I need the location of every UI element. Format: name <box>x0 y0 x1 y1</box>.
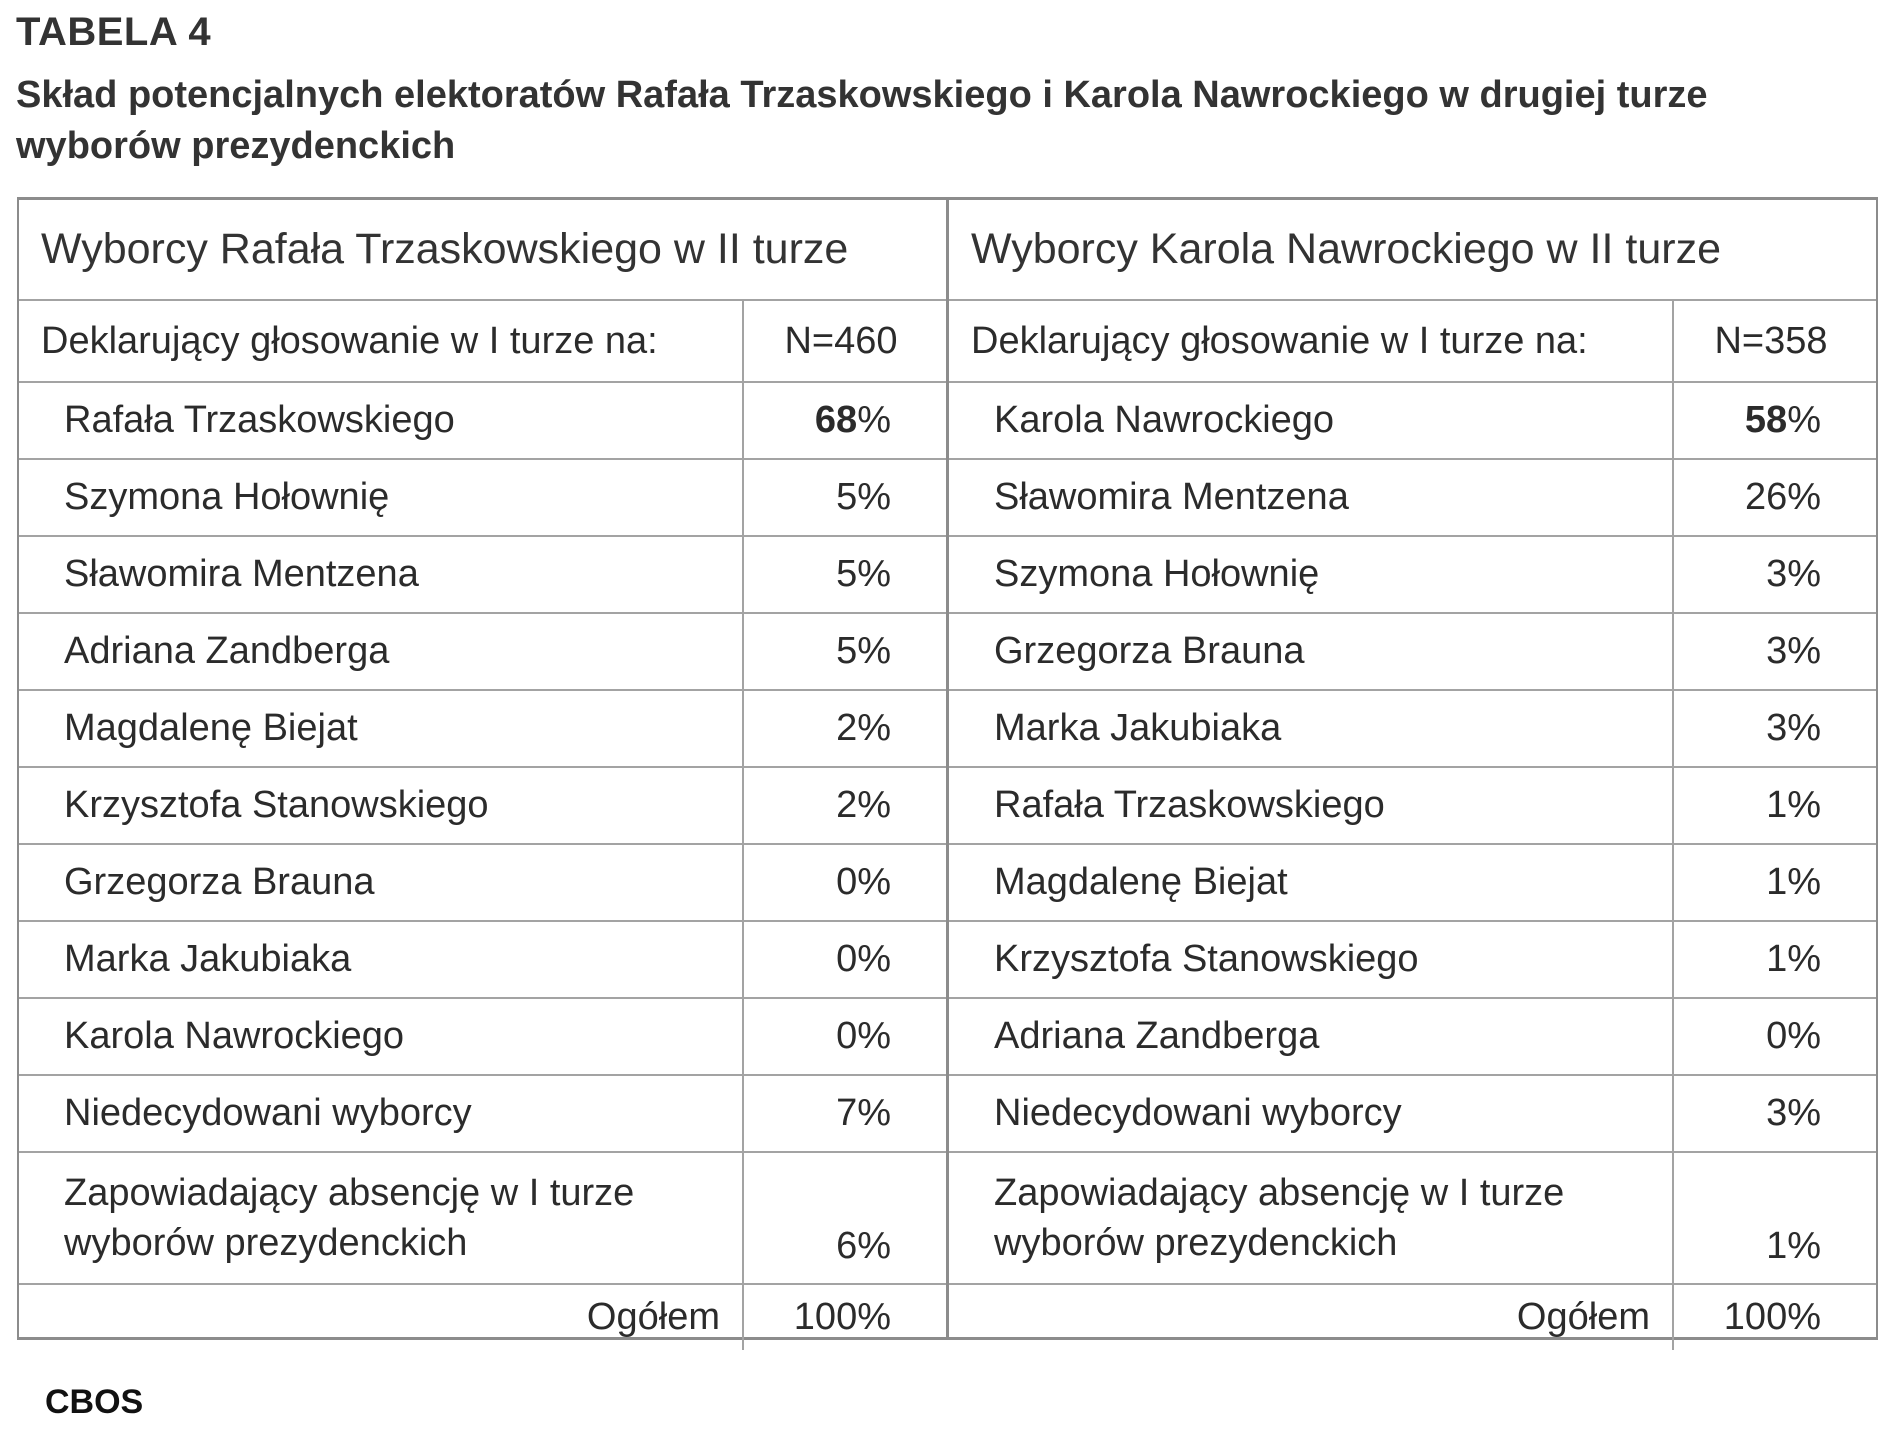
tables-container <box>17 197 1878 1340</box>
candidate-share: 3% <box>1673 690 1876 767</box>
candidate-share: 5% <box>743 459 946 536</box>
absence-label-line2: wyborów prezydenckich <box>994 1222 1398 1264</box>
table-title: Skład potencjalnych elektoratów Rafała Trzaskowskiego i Karola Nawrockiego w drugiej turze wyborów prezydenckich <box>16 74 1708 167</box>
subheader-label: Deklarujący głosowanie w I turze na: <box>19 300 743 382</box>
trzaskowski-voters-panel <box>19 200 949 1337</box>
candidate-share <box>1673 382 1876 459</box>
candidate-share: 1% <box>1673 844 1876 921</box>
nawrocki-voters-table <box>949 200 1876 1350</box>
candidate-name: Karola Nawrockiego <box>19 998 743 1075</box>
total-share: 100% <box>1723 1296 1821 1338</box>
table-row <box>19 536 946 613</box>
candidate-share: 0% <box>743 921 946 998</box>
table-row <box>19 921 946 998</box>
candidate-share: 1% <box>1673 921 1876 998</box>
candidate-name: Rafała Trzaskowskiego <box>19 382 743 459</box>
total-share: 100% <box>793 1296 891 1338</box>
share-number-bold: 58 <box>1744 399 1788 441</box>
panel-header-row <box>949 200 1876 300</box>
candidate-share: 2% <box>743 767 946 844</box>
candidate-share: 0% <box>1673 998 1876 1075</box>
candidate-name: Niedecydowani wyborcy <box>949 1075 1673 1152</box>
candidate-name: Szymona Hołownię <box>19 459 743 536</box>
candidate-share: 0% <box>743 998 946 1075</box>
candidate-name: Szymona Hołownię <box>949 536 1673 613</box>
table-row <box>19 459 946 536</box>
candidate-name: Marka Jakubiaka <box>19 921 743 998</box>
candidate-share: 2% <box>743 690 946 767</box>
table-row <box>19 1075 946 1152</box>
share-number-bold: 68 <box>814 399 858 441</box>
sample-size: N=358 <box>1673 300 1876 382</box>
candidate-name: Magdalenę Biejat <box>949 844 1673 921</box>
table-row <box>949 536 1876 613</box>
candidate-name: Karola Nawrockiego <box>949 382 1673 459</box>
absence-label-line1: Zapowiadający absencję w I turze <box>994 1172 1565 1214</box>
trzaskowski-voters-table <box>19 200 946 1350</box>
nawrocki-voters-panel <box>949 200 1876 1337</box>
share-percent-sign: % <box>857 399 891 441</box>
candidate-share: 5% <box>743 613 946 690</box>
candidate-name: Marka Jakubiaka <box>949 690 1673 767</box>
candidate-share: 3% <box>1673 613 1876 690</box>
table-row <box>19 382 946 459</box>
panel-header: Wyborcy Karola Nawrockiego w II turze <box>949 200 1876 300</box>
candidate-share: 3% <box>1673 1075 1876 1152</box>
absence-row <box>949 1152 1876 1284</box>
table-row <box>949 613 1876 690</box>
absence-label-line2: wyborów prezydenckich <box>64 1222 468 1264</box>
table-row <box>949 690 1876 767</box>
total-label: Ogółem <box>19 1284 743 1350</box>
table-row <box>19 767 946 844</box>
table-row <box>949 998 1876 1075</box>
table-row <box>19 613 946 690</box>
sample-size: N=460 <box>743 300 946 382</box>
total-row <box>949 1284 1876 1350</box>
table-row <box>949 921 1876 998</box>
table-row <box>19 690 946 767</box>
total-row <box>19 1284 946 1350</box>
absence-label <box>949 1152 1673 1284</box>
candidate-name: Adriana Zandberga <box>19 613 743 690</box>
source-label: CBOS <box>45 1383 144 1421</box>
share-percent-sign: % <box>1787 399 1821 441</box>
table-row <box>19 998 946 1075</box>
total-label: Ogółem <box>949 1284 1673 1350</box>
table-row <box>949 767 1876 844</box>
absence-label <box>19 1152 743 1284</box>
subheader-row <box>949 300 1876 382</box>
table-row <box>949 459 1876 536</box>
subheader-row <box>19 300 946 382</box>
absence-label-line1: Zapowiadający absencję w I turze <box>64 1172 635 1214</box>
table-row <box>949 844 1876 921</box>
absence-share: 1% <box>1673 1152 1876 1284</box>
candidate-name: Niedecydowani wyborcy <box>19 1075 743 1152</box>
candidate-share: 5% <box>743 536 946 613</box>
candidate-name: Magdalenę Biejat <box>19 690 743 767</box>
candidate-name: Krzysztofa Stanowskiego <box>949 921 1673 998</box>
candidate-name: Adriana Zandberga <box>949 998 1673 1075</box>
table-row <box>949 1075 1876 1152</box>
candidate-name: Rafała Trzaskowskiego <box>949 767 1673 844</box>
table-label: TABELA 4 <box>16 10 212 54</box>
candidate-name: Sławomira Mentzena <box>19 536 743 613</box>
candidate-name: Sławomira Mentzena <box>949 459 1673 536</box>
absence-share: 6% <box>743 1152 946 1284</box>
candidate-share: 3% <box>1673 536 1876 613</box>
candidate-share: 0% <box>743 844 946 921</box>
candidate-share <box>743 382 946 459</box>
candidate-share: 26% <box>1673 459 1876 536</box>
panel-header: Wyborcy Rafała Trzaskowskiego w II turze <box>19 200 946 300</box>
subheader-label: Deklarujący głosowanie w I turze na: <box>949 300 1673 382</box>
candidate-name: Grzegorza Brauna <box>949 613 1673 690</box>
table-row <box>949 382 1876 459</box>
candidate-share: 7% <box>743 1075 946 1152</box>
panel-header-row <box>19 200 946 300</box>
candidate-name: Krzysztofa Stanowskiego <box>19 767 743 844</box>
candidate-name: Grzegorza Brauna <box>19 844 743 921</box>
absence-row <box>19 1152 946 1284</box>
candidate-share: 1% <box>1673 767 1876 844</box>
table-row <box>19 844 946 921</box>
